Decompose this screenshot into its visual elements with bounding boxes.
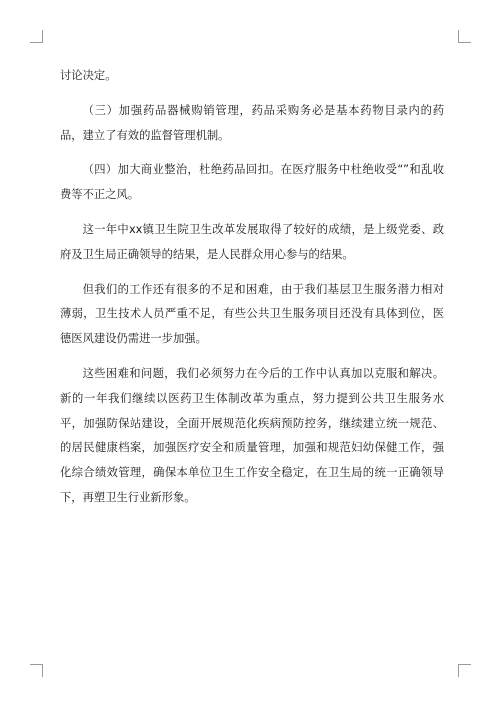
paragraph-commercial-rectification: （四）加大商业整治，杜绝药品回扣。在医疗服务中杜绝收受“”和乱收费等不正之风。: [60, 163, 444, 202]
paragraph-next-year-plan: 这些困难和问题，我们必须努力在今后的工作中认真加以克服和解决。新的一年我们继续以医药卫生体制改革为重点，努力提到公共卫生服务水平，加强防保站建设，全面开展规范化疾病预防控务，继续建立统一规范、的居民健康档案，加强医疗安全和质量管理，加强和规范妇幼保健工作，强化综合绩效管理，确保本单位卫生工作安全稳定，在卫生局的统一正确领导下，再塑卫生行业新形象。: [60, 366, 444, 504]
paragraph-drug-procurement: （三）加强药品器械购销管理，药品采购务必是基本药物目录内的药品，建立了有效的监督管理机制。: [60, 103, 444, 142]
paragraph-continuation: 讨论决定。: [60, 69, 117, 82]
crop-mark-top-right: [458, 30, 471, 43]
crop-mark-top-left: [30, 30, 43, 43]
crop-mark-bottom-right: [458, 664, 471, 677]
paragraph-shortcomings: 但我们的工作还有很多的不足和困难，由于我们基层卫生服务潜力相对薄弱，卫生技术人员严重不足，有些公共卫生服务项目还没有具体到位，医德医风建设仍需进一步加强。: [60, 282, 444, 346]
paragraph-achievements: 这一年中xx镇卫生院卫生改革发展取得了较好的成绩，是上级党委、政府及卫生局正确领导的结果，是人民群众用心参与的结果。: [60, 222, 444, 261]
document-body: [60, 64, 444, 521]
crop-mark-bottom-left: [30, 664, 43, 677]
